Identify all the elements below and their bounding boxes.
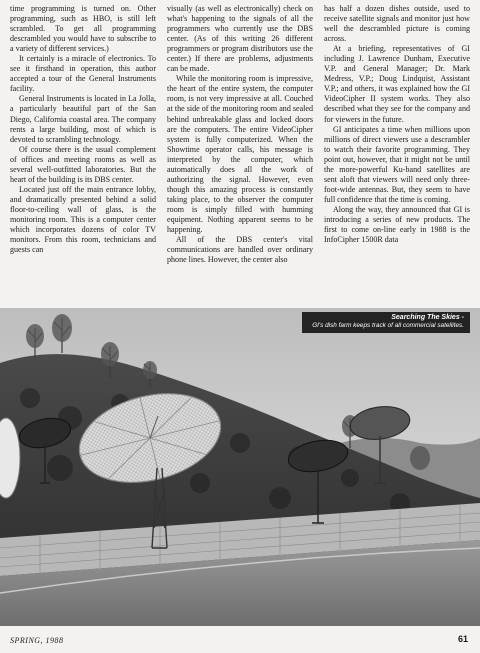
paragraph: All of the DBS center's vital communications are handled over ordinary phone lines. However, the center also — [167, 235, 313, 265]
caption-title: Searching The Skies - — [391, 314, 464, 321]
caption-text: GI's dish farm keeps track of all commercial satellites. — [312, 322, 464, 329]
paragraph: General Instruments is located in La Jolla, a particularly beautiful part of the San Diego, California coastal area. The company rents a large building, most of which is devoted to scrambling technology. — [10, 94, 156, 144]
dish-farm-photo — [0, 308, 480, 626]
dish-farm-illustration — [0, 308, 480, 626]
page-number: 61 — [457, 634, 468, 644]
paragraph: GI anticipates a time when millions upon millions of direct viewers use a descrambler to watch their favorite programming. They point out, however, that it might not be until the more-powerful Ku-band satellites are sent aloft that viewers will need only three-foot-wide antennas. But, they seem to have full confidence that the time is coming. — [324, 124, 470, 204]
paragraph: Of course there is the usual complement of offices and meeting rooms as well as several well-outfitted laboratories. But the heart of the building is its DBS center. — [10, 144, 156, 184]
paragraph: time programming is turned on. Other programming, such as HBO, is still left scrambled. To get all programming descrambled you would have to subscribe to a variety of different services.) — [10, 4, 156, 54]
paragraph: Along the way, they announced that GI is introducing a series of new products. The first to come on-line early in 1988 is the InfoCipher 1500R data — [324, 204, 470, 245]
paragraph: visually (as well as electronically) check on what's happening to the signals of all the programmers who currently use the DBS center. (As of this writing 26 different programmers or program distributors use the center.) If there are problems, adjustments can be made. — [167, 4, 313, 74]
photo-caption — [302, 312, 470, 333]
article-column-1 — [10, 4, 156, 306]
article-column-2 — [167, 4, 313, 306]
paragraph: has half a dozen dishes outside, used to receive satellite signals and monitor just how well the descrambled picture is coming across. — [324, 4, 470, 44]
paragraph: At a briefing, representatives of GI including J. Lawrence Dunham, Executive V.P. and General Manager; Dr. Mark Medress, V.P.; Doug Lindquist, Assistant V.P.; and others, it was explained how the GI VideoCipher II system works. They also described what they see for the company and for viewers in the future. — [324, 44, 470, 124]
article-columns — [10, 4, 470, 306]
article-column-3 — [324, 4, 470, 306]
issue-date: SPRING, 1988 — [10, 636, 64, 645]
paragraph: It certainly is a miracle of electronics. To see it firsthand in operation, this author accepted a tour of the General Instruments facility. — [10, 54, 156, 94]
paragraph: Located just off the main entrance lobby, and dramatically presented behind a solid floor-to-ceiling wall of glass, is the monitoring room. This is a computer center which incorporates dozens of color TV monitors. From this room, technicians and guests can — [10, 184, 156, 255]
paragraph: While the monitoring room is impressive, the heart of the entire system, the computer room, is not very impressive at all. Couched at the side of the monitoring room and sealed behind unbreakable glass and locked doors are the computers. The entire VideoCipher system is fully computerized. When the Showtime operator calls, his message is interpreted by the computer, which automatically does all the work of authorizing the signal. However, even though this amazing process is constantly taking place, to the observer the computer room is simply filled with humming equipment. Nothing apparent seems to be happening. — [167, 74, 313, 235]
